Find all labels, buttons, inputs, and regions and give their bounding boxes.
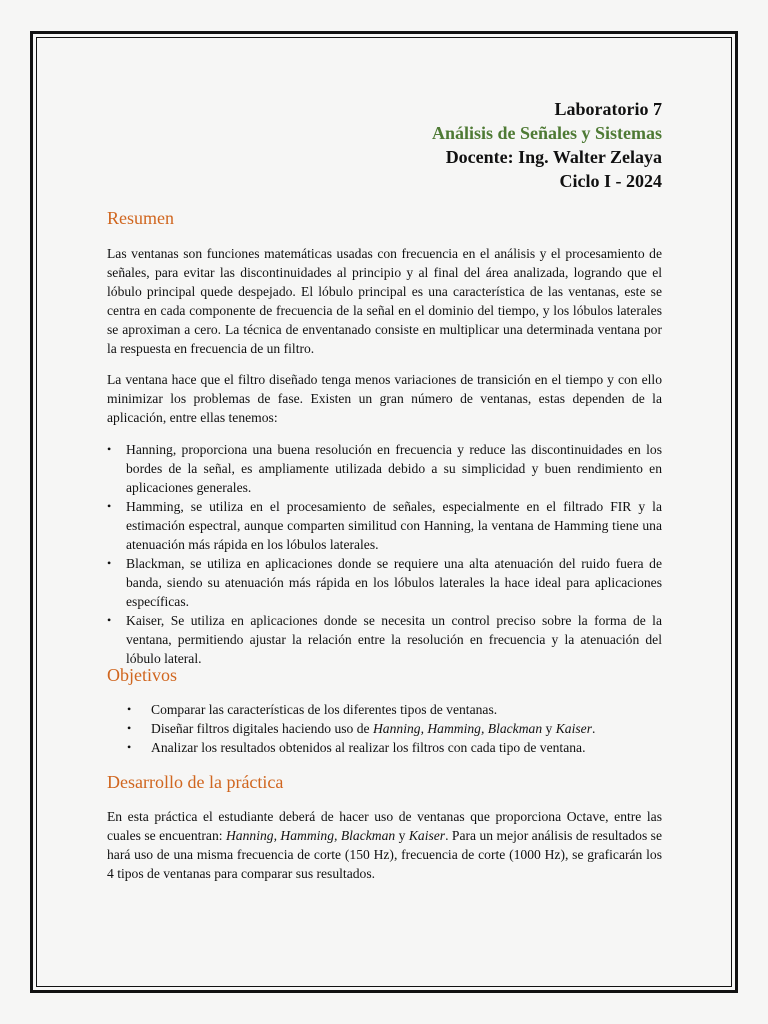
ciclo-line: Ciclo I - 2024 bbox=[559, 171, 662, 191]
list-item-text: Comparar las características de los diferentes tipos de ventanas. bbox=[151, 702, 498, 717]
list-item bbox=[107, 440, 662, 497]
list-item-text: Blackman, se utiliza en aplicaciones donde se requiere una alta atenuación del ruido fuera de banda, siendo su atenuación más rápida en los lóbulos laterales la hace ideal para aplicaciones específicas. bbox=[126, 556, 662, 609]
list-item-italic: Kaiser bbox=[555, 721, 592, 736]
list-item bbox=[127, 719, 662, 738]
bullet-icon: • bbox=[107, 613, 112, 627]
window-types-list bbox=[107, 440, 662, 668]
paragraph-text: y bbox=[395, 828, 409, 843]
paragraph-text: En esta práctica el estudiante deberá de hacer uso de ventanas que proporciona Octave, entre las cuales se encuentran: bbox=[107, 809, 662, 843]
paragraph-italic: Hanning, Hamming, Blackman bbox=[225, 828, 396, 843]
subject-title: Análisis de Señales y Sistemas bbox=[431, 123, 662, 143]
list-item-text: Diseñar filtros digitales haciendo uso de bbox=[151, 721, 373, 736]
list-item-text: Hanning, proporciona una buena resolución en frecuencia y reduce las discontinuidades en los bordes de la señal, es ampliamente utilizada debido a su simplicidad y buen rendimiento en aplicaciones generales. bbox=[126, 442, 662, 495]
list-item-text: y bbox=[542, 721, 556, 736]
paragraph-italic: Kaiser bbox=[408, 828, 446, 843]
objetivos-list bbox=[127, 700, 662, 757]
bullet-icon: • bbox=[107, 442, 112, 456]
list-item-text: Hamming, se utiliza en el procesamiento de señales, especialmente en el filtrado FIR y la estimación espectral, aunque comparten similitud con Hanning, la ventana de Hamming tiene una atenuación más rápida en los lóbulos laterales. bbox=[126, 499, 662, 552]
lab-title: Laboratorio 7 bbox=[554, 99, 662, 119]
resumen-paragraph-2: La ventana hace que el filtro diseñado tenga menos variaciones de transición en el tiempo y con ello minimizar los problemas de fase. Existen un gran número de ventanas, estas dependen de la aplicación, entre ellas tenemos: bbox=[107, 372, 662, 425]
list-item bbox=[127, 738, 662, 757]
bullet-icon: • bbox=[127, 740, 132, 754]
list-item-text: . bbox=[592, 721, 596, 736]
list-item bbox=[107, 497, 662, 554]
paragraph-text: . Para un mejor análisis de resultados se hará uso de una misma frecuencia de corte (150 Hz), frecuencia de corte (1000 Hz), se graficarán los 4 tipos de ventanas para comparar sus resultados. bbox=[107, 828, 662, 881]
resumen-paragraph-1: Las ventanas son funciones matemáticas usadas con frecuencia en el análisis y el procesamiento de señales, para evitar las discontinuidades al principio y al final del área analizada, logrando que el lóbulo principal quede despejado. El lóbulo principal es una característica de las ventanas, este se centra en cada componente de frecuencia de la señal en el dominio del tiempo, y los lóbulos laterales se aproximan a cero. La técnica de enventanado consiste en multiplicar una determinada ventana por la respuesta en frecuencia de un filtro. bbox=[107, 246, 662, 356]
docente-line: Docente: Ing. Walter Zelaya bbox=[445, 147, 662, 167]
list-item-italic: Hanning, Hamming, Blackman bbox=[372, 721, 543, 736]
bullet-icon: • bbox=[107, 556, 112, 570]
list-item-text: Kaiser, Se utiliza en aplicaciones donde se necesita un control preciso sobre la forma de la ventana, permitiendo ajustar la relación entre la resolución en frecuencia y la atenuación del lóbulo lateral. bbox=[126, 613, 662, 666]
resumen-heading: Resumen bbox=[107, 208, 174, 228]
bullet-icon: • bbox=[107, 499, 112, 513]
bullet-icon: • bbox=[127, 702, 132, 716]
objetivos-heading: Objetivos bbox=[107, 665, 177, 685]
list-item-text: Analizar los resultados obtenidos al realizar los filtros con cada tipo de ventana. bbox=[151, 740, 586, 755]
desarrollo-paragraph bbox=[107, 807, 662, 883]
bullet-icon: • bbox=[127, 721, 132, 735]
list-item bbox=[107, 611, 662, 668]
list-item bbox=[127, 700, 662, 719]
desarrollo-heading: Desarrollo de la práctica bbox=[107, 772, 284, 792]
list-item bbox=[107, 554, 662, 611]
